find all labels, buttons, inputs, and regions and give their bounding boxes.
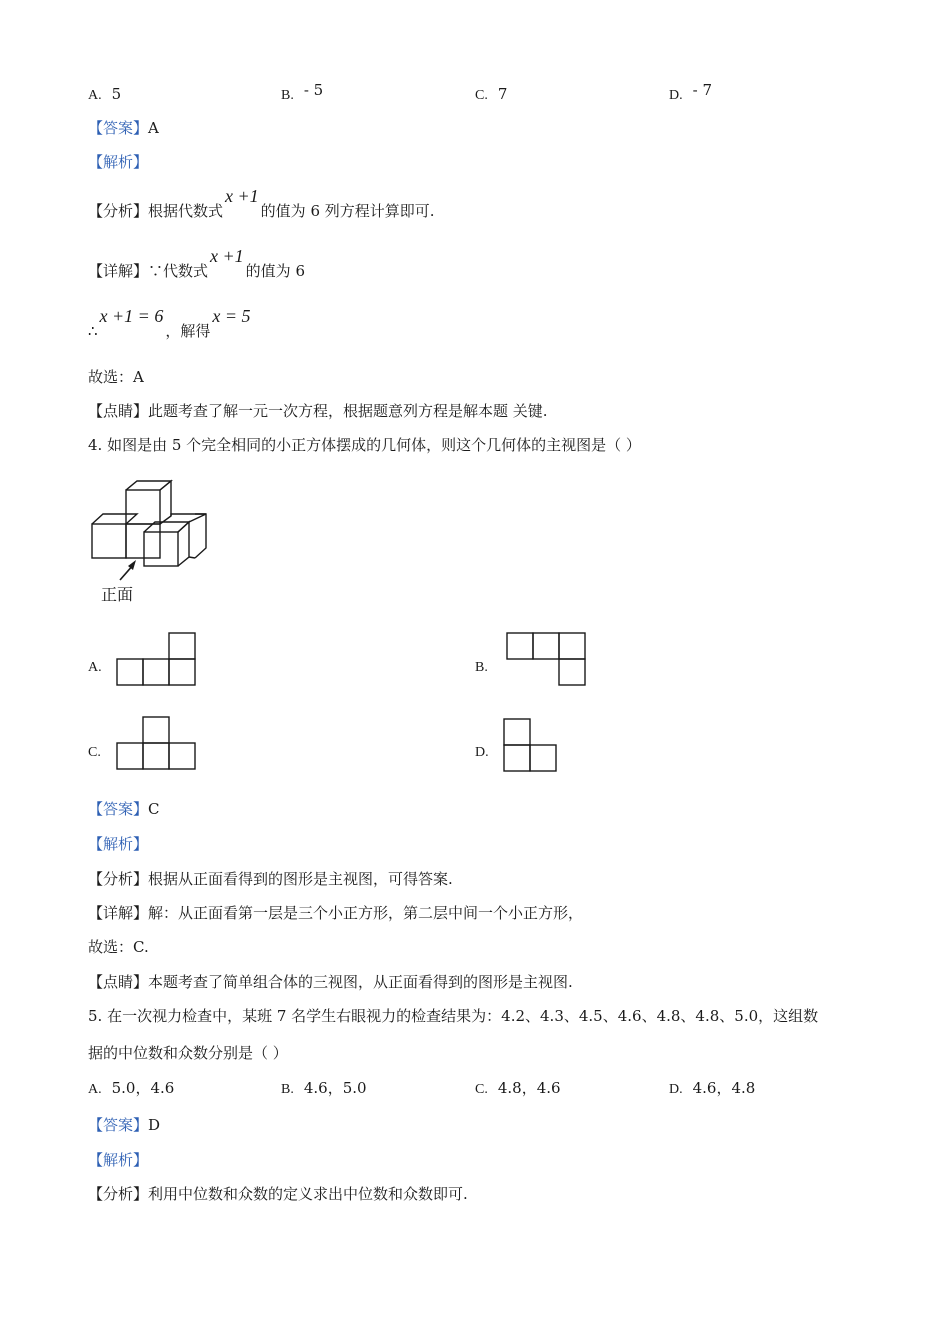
q5-option-a: A. 5.0，4.6 [88,1079,175,1097]
q4-stem: 4. 如图是由 5 个完全相同的小正方体摆成的几何体，则这个几何体的主视图是（ ） [88,436,641,454]
q3-xiangjie: 【详解】∵代数式x +1的值为 6 [88,246,305,280]
q3-solution-line: ∴x +1 = 6，解得x = 5 [88,306,251,340]
q4-option-b-figure [505,630,589,688]
math-equation: x = 5 [212,306,251,326]
q5-stem-line1: 5. 在一次视力检查中，某班 7 名学生右眼视力的检查结果为：4.2、4.3、4.5、4.6、4.8、4.8、5.0，这组数 [88,1007,819,1025]
math-expression: x +1 [225,186,259,206]
q3-fenxi: 【分析】根据代数式x +1的值为 6 列方程计算即可. [88,186,435,220]
math-expression: x +1 [210,246,244,266]
q3-option-d: D. - 7 [669,81,713,103]
q3-option-a: A. 5 [88,85,122,103]
q5-option-b: B. 4.6，5.0 [281,1079,367,1097]
q4-option-c: C. [88,745,101,760]
q4-guxuan: 故选：C. [88,938,149,956]
q4-analysis-tag: 【解析】 [88,835,149,853]
q4-dianjing: 【点睛】本题考查了简单组合体的三视图，从正面看得到的图形是主视图. [88,973,573,991]
q4-answer: 【答案】C [88,800,160,818]
q4-xiangjie: 【详解】解：从正面看第一层是三个小正方形，第二层中间一个小正方形， [88,904,584,922]
q3-analysis-tag: 【解析】 [88,153,149,171]
q4-fenxi: 【分析】根据从正面看得到的图形是主视图，可得答案. [88,870,453,888]
q3-dianjing: 【点睛】此题考查了解一元一次方程，根据题意列方程是解本题 关键. [88,402,548,420]
q4-option-d-figure [502,717,560,775]
q4-option-a: A. [88,660,102,675]
q5-answer: 【答案】D [88,1116,161,1134]
q5-fenxi: 【分析】利用中位数和众数的定义求出中位数和众数即可. [88,1185,468,1203]
q3-guxuan: 故选：A [88,368,144,386]
q5-option-c: C. 4.8，4.6 [475,1079,561,1097]
q4-option-c-figure [115,714,199,772]
figure-label: 正面 [101,585,134,604]
q5-stem-line2: 据的中位数和众数分别是（ ） [88,1044,288,1062]
q3-option-c: C. 7 [475,85,508,103]
q4-option-d: D. [475,745,489,760]
q3-answer: 【答案】A [88,119,159,137]
q4-option-a-figure [115,630,199,688]
q3-option-b: B. - 5 [281,81,324,103]
q5-analysis-tag: 【解析】 [88,1151,149,1169]
q4-option-b: B. [475,660,488,675]
math-equation: x +1 = 6 [99,306,164,326]
q5-option-d: D. 4.6，4.8 [669,1079,756,1097]
